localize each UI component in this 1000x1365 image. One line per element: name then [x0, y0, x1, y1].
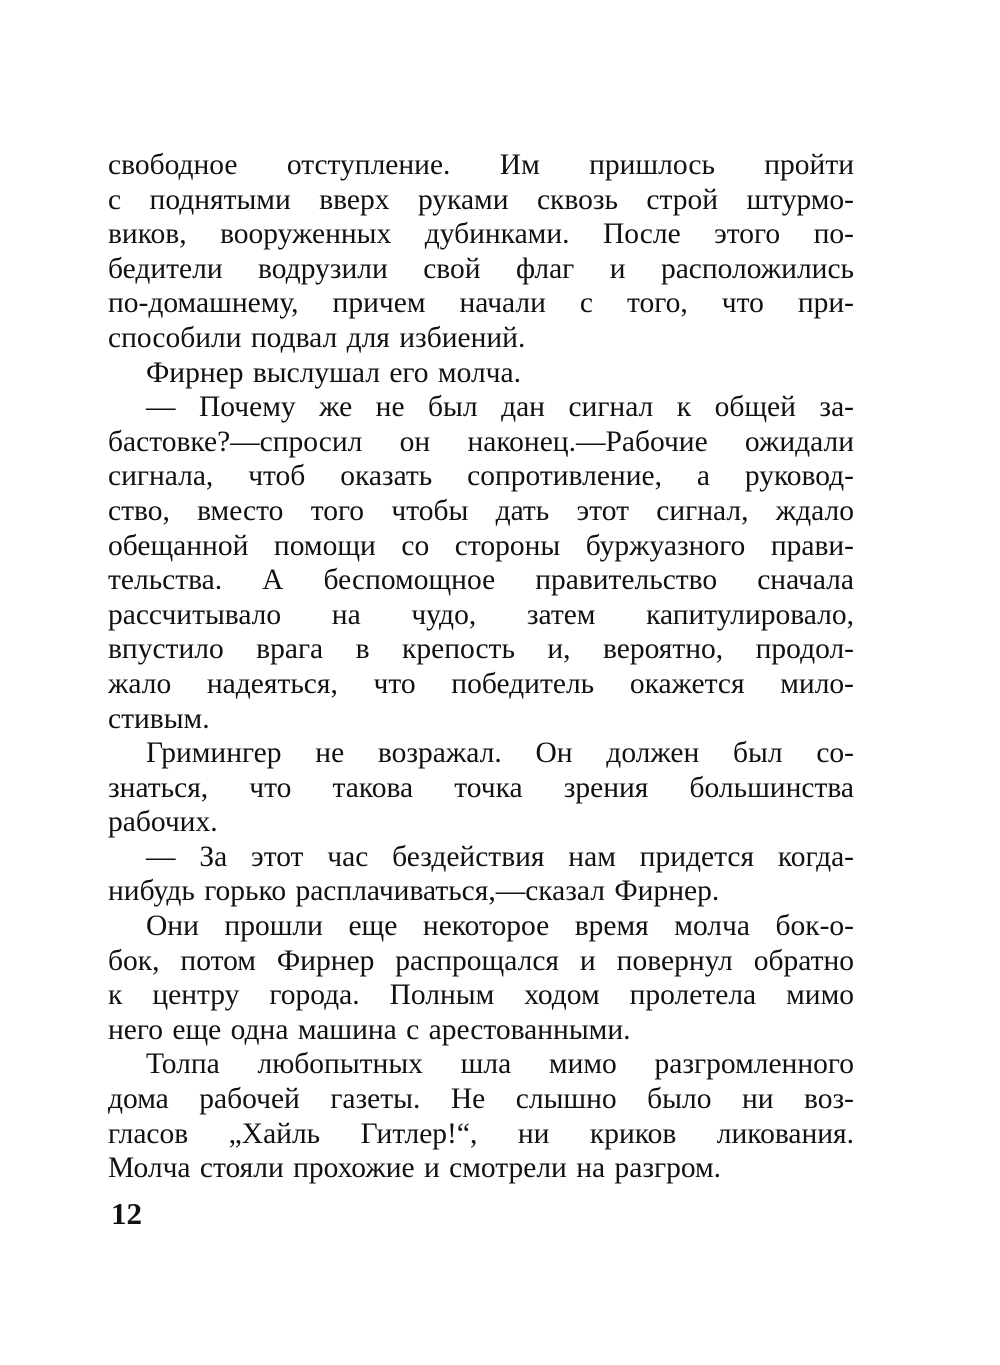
text-line: способили подвал для избиений. — [108, 321, 526, 354]
text-line: Фирнер выслушал его молча. — [146, 356, 521, 389]
text-line: него еще одна машина с арестованными. — [108, 1013, 631, 1046]
text-line: Молча стояли прохожие и смотрели на разгром. — [108, 1152, 722, 1185]
paragraph — [108, 356, 854, 391]
text-line: бедители водрузили свой флаг и расположились — [108, 252, 854, 285]
text-line: тельства. А беспомощное правительство сначала — [108, 564, 854, 597]
text-line: сигнала, чтоб оказать сопротивление, а руковод- — [108, 460, 854, 493]
paragraph — [108, 1047, 854, 1185]
text-line: жало надеяться, что победитель окажется мило- — [108, 667, 854, 700]
text-line: рабочих. — [108, 806, 218, 839]
text-line: стивым. — [108, 702, 210, 735]
text-line: Они прошли еще некоторое время молча бок-о- — [146, 910, 854, 943]
text-line: знаться, что такова точка зрения большинства — [108, 771, 854, 804]
paragraph — [108, 148, 854, 356]
text-line: ство, вместо того чтобы дать этот сигнал, ждало — [108, 494, 854, 527]
text-line: — Почему же не был дан сигнал к общей за- — [146, 391, 854, 424]
paragraph — [108, 909, 854, 1047]
text-line: с поднятыми вверх руками сквозь строй штурмо- — [108, 183, 854, 216]
text-line: нибудь горько расплачиваться,—сказал Фирнер. — [108, 875, 720, 908]
text-line: гласов „Хайль Гитлер!“, ни криков ликования. — [108, 1117, 854, 1150]
body-text — [108, 148, 854, 1186]
text-line: бастовке?—спросил он наконец.—Рабочие ожидали — [108, 425, 854, 458]
paragraph — [108, 736, 854, 840]
text-line: рассчитывало на чудо, затем капитулировало, — [108, 598, 854, 631]
text-line: свободное отступление. Им пришлось пройти — [108, 149, 854, 181]
text-line: по-домашнему, причем начали с того, что при- — [108, 287, 854, 320]
text-line: — За этот час бездействия нам придется когда- — [146, 840, 854, 873]
text-line: бок, потом Фирнер распрощался и повернул обратно — [108, 944, 854, 977]
text-line: Гримингер не возражал. Он должен был со- — [146, 737, 854, 770]
text-line: дома рабочей газеты. Не слышно было ни воз- — [108, 1083, 854, 1116]
paragraph — [108, 390, 854, 736]
text-line: виков, вооруженных дубинками. После этого по- — [108, 218, 854, 251]
page-number: 12 — [111, 1196, 142, 1231]
text-line: Толпа любопытных шла мимо разгромленного — [146, 1048, 854, 1081]
text-line: к центру города. Полным ходом пролетела мимо — [108, 979, 854, 1012]
text-line: впустило врага в крепость и, вероятно, продол- — [108, 633, 854, 666]
paragraph — [108, 840, 854, 909]
text-line: обещанной помощи со стороны буржуазного прави- — [108, 529, 854, 562]
